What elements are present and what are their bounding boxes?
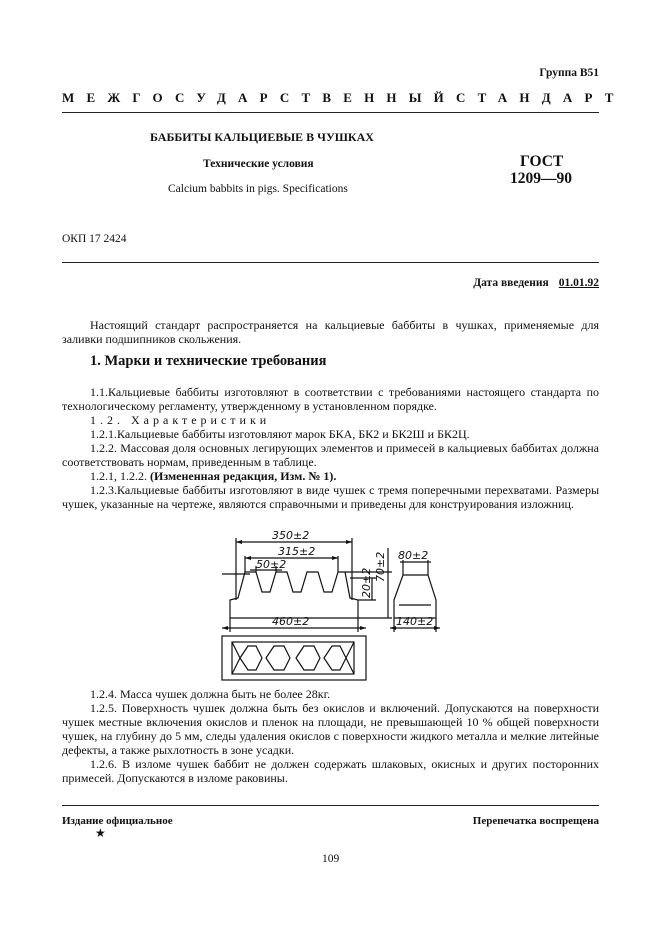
page-number: 109 <box>322 853 340 865</box>
dim-80: 80±2 <box>398 549 429 562</box>
amendment-note: (Измененная редакция, Изм. № 1). <box>150 469 337 483</box>
para-1-2-5: 1.2.5. Поверхность чушек должна быть без окислов и включений. Допускаются на поверхности чушек местные включения окислов и пленок на площади, не превышающей 10 % общей поверхности чушек, на глубину до 5 мм, следы удаления окислов с поверхности жидкого металла и мелкие литейные дефекты, а также рыхлотность в зоне усадки. <box>62 701 599 757</box>
dim-20: 20±2 <box>360 567 373 598</box>
para-1-1: 1.1.Кальциевые баббиты изготовляют в соответствии с требованиями настоящего стандарта по технологическому регламенту, утвержденному в установленном порядке. <box>62 385 599 413</box>
english-title: Calcium babbits in pigs. Specifications <box>168 183 348 195</box>
header-rule <box>62 112 599 113</box>
para-1-2-4: 1.2.4. Масса чушек должна быть не более 28кг. <box>90 687 331 701</box>
dim-315: 315±2 <box>278 545 316 558</box>
amendment-prefix: 1.2.1, 1.2.2. <box>90 469 150 483</box>
intro-date <box>473 277 599 289</box>
dim-140: 140±2 <box>396 615 434 628</box>
para-1-2-6: 1.2.6. В изломе чушек баббит не должен содержать шлаковых, окисных и других посторонних примесей. Допускаются в изломе раковины. <box>62 757 599 785</box>
gost-label: ГОСТ <box>520 153 564 170</box>
para-1-2-3: 1.2.3.Кальциевые баббиты изготовляют в виде чушек с тремя поперечными перехватами. Размеры чушек, указанные на чертеже, являются справочными и приведены для конструирования изложниц. <box>62 483 599 511</box>
para-1-2-text: 1.2. Характеристики <box>90 413 271 427</box>
standard-label: СТАНДАРТ <box>456 90 626 105</box>
reprint-label: Перепечатка воспрещена <box>472 815 599 827</box>
gost-number: 1209—90 <box>510 170 572 187</box>
okp-code: ОКП 17 2424 <box>62 233 127 245</box>
group-label: Группа В51 <box>539 67 599 79</box>
dim-70: 70±2 <box>374 551 387 582</box>
intro-date-label: Дата введения <box>473 277 549 289</box>
section-heading: 1. Марки и технические требования <box>90 353 327 369</box>
ingot-drawing <box>0 520 661 690</box>
dim-460: 460±2 <box>272 615 310 628</box>
para-1-2 <box>62 413 599 427</box>
para-1-2-2: 1.2.2. Массовая доля основных легирующих элементов и примесей в кальциевых баббитах должна соответствовать нормам, приведенным в таблице. <box>62 441 599 469</box>
interstate-label: МЕЖГОСУДАРСТВЕННЫЙ <box>62 90 456 105</box>
section-body-top <box>62 385 599 511</box>
section-body-bottom <box>62 687 599 785</box>
edition-label: Издание официальное <box>62 815 173 827</box>
document-subtitle: Технические условия <box>203 158 314 170</box>
dim-50: 50±2 <box>256 558 287 571</box>
intro-date-value: 01.01.92 <box>558 277 599 289</box>
document-title: БАББИТЫ КАЛЬЦИЕВЫЕ В ЧУШКАХ <box>150 130 374 144</box>
title-rule <box>62 262 599 263</box>
para-1-2-1: 1.2.1.Кальциевые баббиты изготовляют марок БКА, БК2 и БК2Ш и БК2Ц. <box>90 427 470 441</box>
intro-text: Настоящий стандарт распространяется на кальциевые баббиты в чушках, применяемые для заливки подшипников скольжения. <box>62 318 599 346</box>
star-mark: ★ <box>95 826 106 840</box>
footer-rule <box>62 805 599 806</box>
para-amendment <box>62 469 599 483</box>
intro-paragraph <box>62 318 599 346</box>
dim-350: 350±2 <box>272 529 310 542</box>
